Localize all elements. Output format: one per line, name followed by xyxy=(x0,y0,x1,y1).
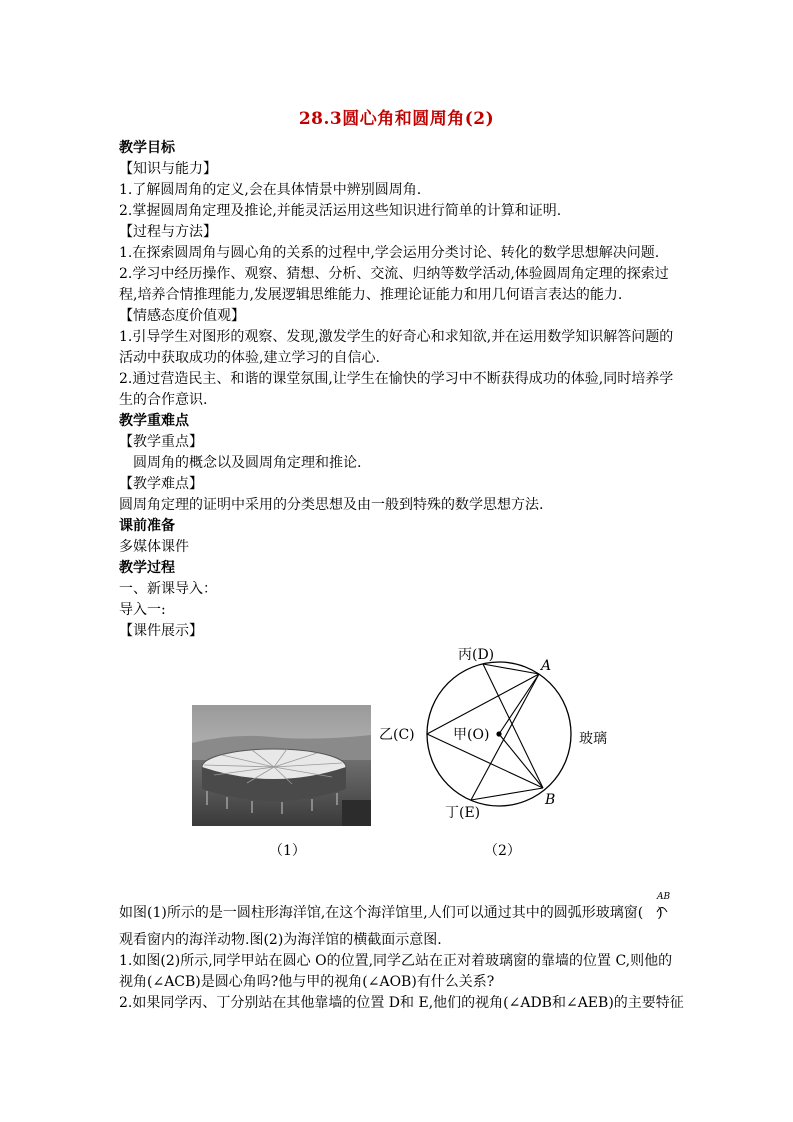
prep-heading: 课前准备 xyxy=(119,518,175,534)
center-point xyxy=(496,731,501,736)
label-jia: 甲(O) xyxy=(453,727,490,743)
emotion-item-1b: 活动中获取成功的体验,建立学习的自信心. xyxy=(119,350,380,366)
emotion-item-2b: 生的合作意识. xyxy=(119,392,208,408)
aquarium-photo xyxy=(192,705,371,826)
label-bing: 丙(D) xyxy=(458,647,495,663)
question-1b: 视角(∠ACB)是圆心角吗?他与甲的视角(∠AOB)有什么关系? xyxy=(119,974,495,990)
figure-1-caption: （1） xyxy=(269,843,306,859)
label-glass: 玻璃 xyxy=(579,731,607,747)
process-heading: 【过程与方法】 xyxy=(119,224,217,240)
key-point-heading: 【教学重点】 xyxy=(119,434,203,450)
label-yi: 乙(C) xyxy=(379,727,415,743)
intro-heading: 一、新课导入： xyxy=(119,581,217,597)
line-OA xyxy=(499,674,539,734)
label-B: B xyxy=(545,792,556,808)
intro-one: 导入一: xyxy=(119,602,166,618)
prep-text: 多媒体课件 xyxy=(119,539,189,555)
paragraph-1a xyxy=(119,903,663,923)
courseware-label: 【课件展示】 xyxy=(119,623,203,639)
question-1a: 1.如图(2)所示,同学甲站在圆心 O的位置,同学乙站在正对着玻璃窗的靠墙的位置 C,则他的 xyxy=(119,953,673,969)
paragraph-1b: 观看窗内的海洋动物.图(2)为海洋馆的横截面示意图. xyxy=(119,932,442,948)
knowledge-item-2: 2.掌握圆周角定理及推论,并能灵活运用这些知识进行简单的计算和证明. xyxy=(119,203,562,219)
label-A: A xyxy=(541,658,552,674)
key-heading: 教学重难点 xyxy=(119,413,189,429)
difficulty-text: 圆周角定理的证明中采用的分类思想及由一般到特殊的数学思想方法. xyxy=(119,497,544,513)
emotion-heading: 【情感态度价值观】 xyxy=(119,308,245,324)
label-ding: 丁(E) xyxy=(445,805,481,821)
emotion-item-1a: 1.引导学生对图形的观察、发现,激发学生的好奇心和求知欲,并在运用数学知识解答问题的 xyxy=(119,329,674,345)
circle-diagram xyxy=(375,640,620,830)
process-item-2a: 2.学习中经历操作、观察、猜想、分析、交流、归纳等数学活动,体验圆周角定理的探索过 xyxy=(119,266,669,282)
question-2a: 2.如果同学丙、丁分别站在其他靠墙的位置 D和 E,他们的视角(∠ADB和∠AEB)的主要特征 xyxy=(119,995,684,1011)
knowledge-heading: 【知识与能力】 xyxy=(119,161,217,177)
process-item-1: 1.在探索圆周角与圆心角的关系的过程中,学会运用分类讨论、转化的数学思想解决问题. xyxy=(119,245,660,261)
figure-2-caption: （2） xyxy=(484,843,521,859)
process-main-heading: 教学过程 xyxy=(119,560,175,576)
paragraph-1a-close: ) xyxy=(657,905,663,921)
paragraph-1a-text: 如图(1)所示的是一圆柱形海洋馆,在这个海洋馆里,人们可以通过其中的圆弧形玻璃窗( xyxy=(119,905,644,921)
knowledge-item-1: 1.了解圆周角的定义,会在具体情景中辨别圆周角. xyxy=(119,182,422,198)
page-title: 28.3圆心角和圆周角(2) xyxy=(298,109,495,129)
arc-ab-symbol xyxy=(651,892,673,916)
process-item-2b: 程,培养合情推理能力,发展逻辑思维能力、推理论证能力和用几何语言表达的能力. xyxy=(119,287,623,303)
goals-heading: 教学目标 xyxy=(119,140,175,156)
emotion-item-2a: 2.通过营造民主、和谐的课堂氛围,让学生在愉快的学习中不断获得成功的体验,同时培养学 xyxy=(119,371,674,387)
difficulty-heading: 【教学难点】 xyxy=(119,476,203,492)
arc-ab-label: AB xyxy=(657,892,671,902)
key-point-text: 圆周角的概念以及圆周角定理和推论. xyxy=(133,455,362,471)
